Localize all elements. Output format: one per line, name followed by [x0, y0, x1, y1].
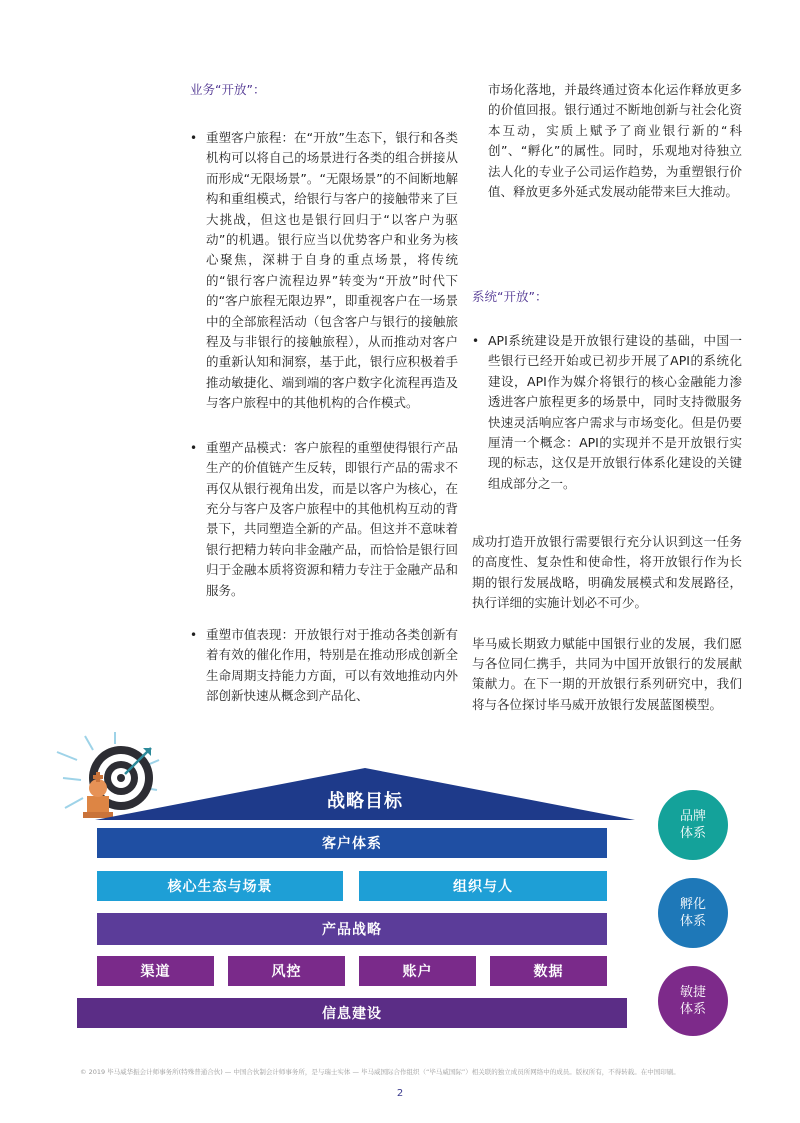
core-ecosystem-bar: 核心生态与场景 [97, 871, 343, 901]
circle-line: 孵化 [679, 897, 706, 912]
circle-line: 体系 [679, 826, 706, 841]
customer-system-bar: 客户体系 [97, 828, 607, 858]
bullet-market-value: • 重塑市值表现：开放银行对于推动各类创新有着有效的催化作用，特别是在推动形成创新全生命周期支持能力方面，可以有效地推动内外部创新快速从概念到产品化、 [190, 625, 458, 707]
closing-block [472, 532, 742, 735]
continuation-text: 市场化落地，并最终通过资本化运作释放更多的价值回报。银行通过不断地创新与社会化资本互动，实质上赋予了商业银行新的“科创”、“孵化”的属性。同时，乐观地对待独立法人化的专业子公司运作趋势，为重塑银行价值、释放更多外延式发展动能带来巨大推动。 [488, 82, 742, 200]
bullet-api: • API系统建设是开放银行建设的基础，中国一些银行已经开始或已初步开展了API的系统化建设，API作为媒介将银行的核心金融能力渗透进客户旅程更多的场景中，同时支持微服务快速灵活响应客户需求与市场变化。但是仍要厘清一个概念：API的实现并不是开放银行实现的标志，这仅是开放银行体系化建设的关键组成部分之一。 [472, 331, 742, 494]
business-open-heading: 业务“开放”： [190, 82, 266, 97]
business-bullets [190, 128, 458, 707]
pillar-channel: 渠道 [97, 956, 214, 986]
strategy-house-diagram [55, 730, 745, 1040]
system-open-block [472, 287, 742, 518]
system-bullets [472, 331, 742, 494]
right-continuation-block [472, 80, 742, 202]
circle-line: 敏捷 [679, 985, 706, 1000]
product-strategy-bar: 产品战略 [97, 913, 607, 945]
circle-line: 体系 [679, 914, 706, 929]
pillar-data: 数据 [490, 956, 607, 986]
info-construction-bar: 信息建设 [77, 998, 627, 1028]
left-column [190, 80, 458, 731]
strategy-goal-label: 战略目标 [327, 791, 403, 812]
organization-bar: 组织与人 [359, 871, 607, 901]
bullet-product-model: • 重塑产品模式：客户旅程的重塑使得银行产品生产的价值链产生反转，即银行产品的需求不再仅从银行视角出发，而是以客户为核心，在充分与客户及客户旅程中的其他机构互动的背景下，共同塑造全新的产品。但这并不意味着银行把精力转向非金融产品，而恰恰是银行回归于金融本质将资源和精力专注于金融产品和服务。 [190, 438, 458, 601]
pillar-risk: 风控 [228, 956, 345, 986]
brand-system-circle [658, 790, 728, 860]
page-number: 2 [396, 1088, 404, 1099]
agile-system-circle [658, 966, 728, 1036]
bullet-customer-journey: • 重塑客户旅程：在“开放”生态下，银行和各类机构可以将自己的场景进行各类的组合拼接从而形成“无限场景”。“无限场景”的不间断地解构和重组模式，给银行与客户的接触带来了巨大挑战，但这也是银行回归于“以客户为驱动”的机遇。银行应当以优势客户和业务为核心聚焦，深耕于自身的重点场景，将传统的“银行客户流程边界”转变为“开放”时代下的“客户旅程无限边界”，即重视客户在一场景中的全部旅程活动（包含客户与银行的接触旅程及与非银行的接触旅程），从而推动对客户的重新认知和洞察，基于此，银行应积极着手推动敏捷化、端到端的客户数字化流程再造及与客户旅程中的其他机构的合作模式。 [190, 128, 458, 414]
incubation-system-circle [658, 878, 728, 948]
circle-line: 体系 [679, 1002, 706, 1017]
system-open-heading: 系统“开放”： [472, 289, 548, 304]
copyright-note: © 2019 毕马威华振会计师事务所(特殊普通合伙) — 中国合伙制会计师事务所，是与瑞士实体 — 毕马威国际合作组织（“毕马威国际”）相关联的独立成员所网络中的成员。版权所有，不得转载。在中国印刷。 [80, 1068, 680, 1076]
closing-paragraph-2: 毕马威长期致力赋能中国银行业的发展，我们愿与各位同仁携手，共同为中国开放银行的发展献策献力。在下一期的开放银行系列研究中，我们将与各位探讨毕马威开放银行发展蓝图模型。 [472, 635, 742, 712]
circle-line: 品牌 [679, 809, 706, 824]
pillar-account: 账户 [359, 956, 476, 986]
closing-paragraph-1: 成功打造开放银行需要银行充分认识到这一任务的高度性、复杂性和使命性，将开放银行作为长期的银行发展战略，明确发展模式和发展路径，执行详细的实施计划必不可少。 [472, 534, 742, 611]
